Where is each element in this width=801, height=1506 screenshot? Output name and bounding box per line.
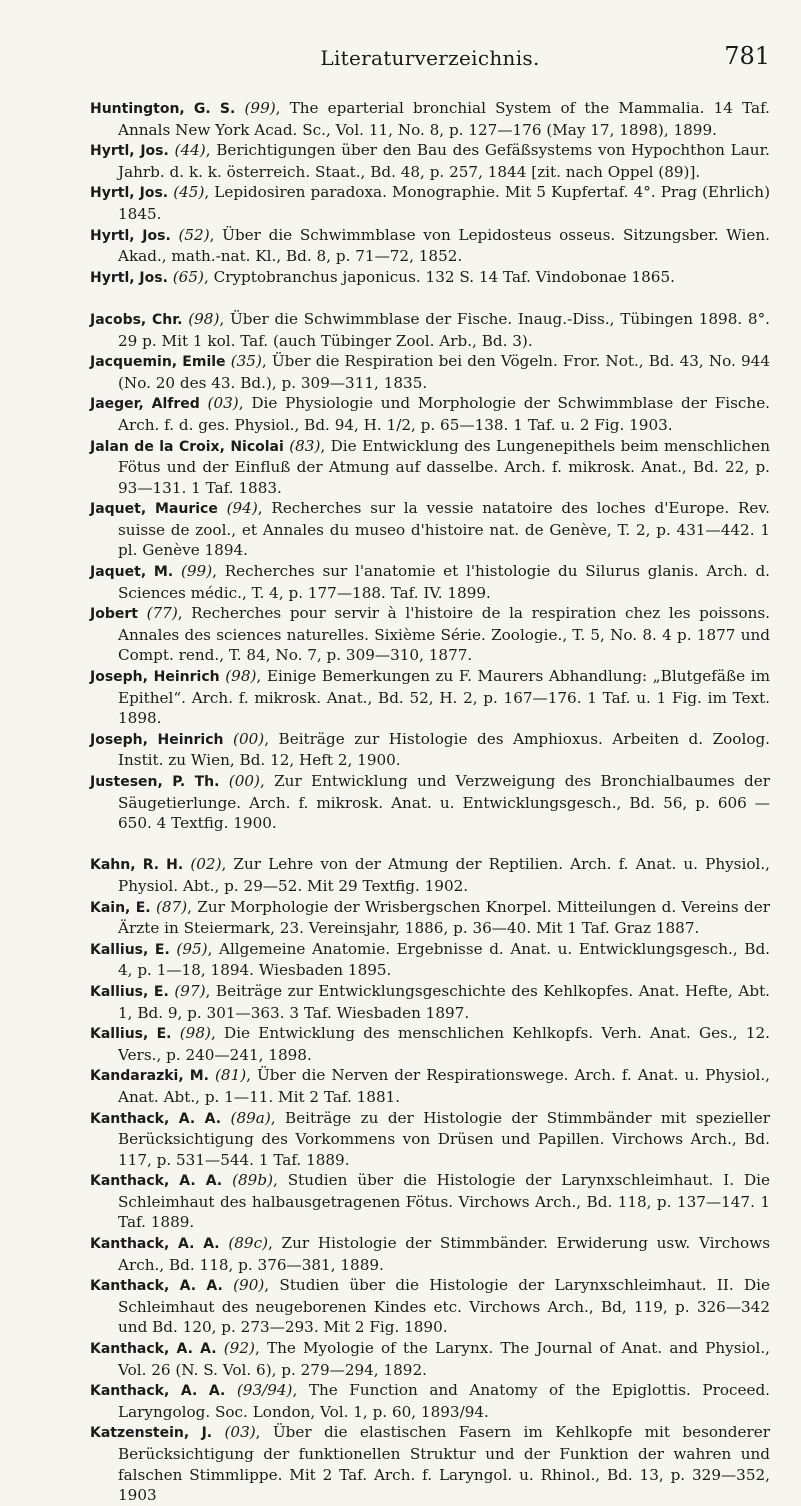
entry-year: (03) bbox=[224, 1423, 256, 1442]
entry-author: Jacquemin, Emile bbox=[90, 354, 226, 371]
entry-year: (99) bbox=[180, 562, 213, 581]
entry-author: Jacobs, Chr. bbox=[90, 311, 183, 328]
bibliography-entry bbox=[90, 182, 770, 224]
entry-author: Kallius, E. bbox=[90, 983, 169, 1000]
entry-year: (98) bbox=[179, 1024, 211, 1043]
entry-year: (93/94) bbox=[236, 1381, 293, 1400]
entry-text: , Über die Respiration bei den Vögeln. Fror. Not., Bd. 43, No. 944 (No. 20 des 43. Bd.), p. 309—311, 1835. bbox=[118, 352, 770, 392]
entry-text: , Recherches pour servir à l'histoire de la respiration chez les poissons. Annales des sciences naturelles. Sixième Série. Zoologie., T. 5, No. 8. 4 p. 1877 und Compt. rend., T. 84, No. 7, p. 309—310, 1877. bbox=[118, 604, 770, 665]
page-title: Literaturverzeichnis. bbox=[320, 46, 540, 70]
entry-year: (45) bbox=[173, 183, 205, 202]
bibliography-entry bbox=[90, 854, 770, 896]
entry-year: (00) bbox=[233, 729, 265, 748]
entry-text: , Studien über die Histologie der Larynxschleimhaut. II. Die Schleimhaut des neugeborenen Kindes etc. Virchows Arch., Bd, 119, p. 326—342 und Bd. 120, p. 273—293. Mit 2 Fig. 1890. bbox=[118, 1276, 771, 1337]
entry-year: (87) bbox=[155, 897, 188, 916]
entry-text: , Über die Nerven der Respirationswege. Arch. f. Anat. u. Physiol., Anat. Abt., p. 1—11. Mit 2 Taf. 1881. bbox=[118, 1066, 770, 1106]
entry-author: Jaquet, M. bbox=[90, 564, 174, 581]
entry-author: Jalan de la Croix, Nicolai bbox=[90, 438, 284, 455]
entry-year: (89c) bbox=[228, 1234, 269, 1253]
entry-year: (92) bbox=[223, 1339, 255, 1358]
entry-author: Jaeger, Alfred bbox=[90, 396, 200, 413]
entry-year: (44) bbox=[174, 141, 206, 160]
entry-author: Kain, E. bbox=[90, 899, 151, 916]
entry-year: (99) bbox=[244, 99, 276, 117]
entry-author: Joseph, Heinrich bbox=[90, 669, 220, 686]
entry-author: Kandarazki, M. bbox=[90, 1068, 209, 1085]
entry-text: , Die Physiologie und Morphologie der Schwimmblase der Fische. Arch. f. d. ges. Physiol., Bd. 94, H. 1/2, p. 65—138. 1 Taf. u. 2 Fig. 1903. bbox=[118, 394, 771, 434]
entry-year: (77) bbox=[146, 604, 178, 623]
bibliography-entry bbox=[90, 1275, 770, 1338]
bibliography-entry bbox=[90, 1380, 770, 1422]
entry-year: (97) bbox=[174, 981, 206, 1000]
bibliography-entry bbox=[90, 771, 770, 834]
entry-author: Jaquet, Maurice bbox=[90, 501, 218, 518]
entry-text: , Beiträge zu der Histologie der Stimmbänder mit spezieller Berücksichtigung des Vorkommens von Drüsen und Papillen. Virchows Arch., Bd. 117, p. 531—544. 1 Taf. 1889. bbox=[118, 1108, 771, 1169]
entry-text: , The Function and Anatomy of the Epiglottis. Proceed. Laryngolog. Soc. London, Vol. 1, p. 60, 1893/94. bbox=[118, 1381, 771, 1421]
entry-author: Kanthack, A. A. bbox=[90, 1173, 223, 1190]
entry-text: , Zur Lehre von der Atmung der Reptilien. Arch. f. Anat. u. Physiol., Physiol. Abt., p. 29—52. Mit 29 Textfig. 1902. bbox=[118, 855, 770, 895]
entry-author: Kanthack, A. A. bbox=[90, 1278, 223, 1295]
bibliography-entry bbox=[90, 1338, 770, 1380]
bibliography-entry bbox=[90, 498, 770, 561]
entry-year: (89a) bbox=[230, 1108, 271, 1127]
bibliography-entry bbox=[90, 939, 770, 981]
bibliography-entry bbox=[90, 351, 770, 393]
bibliography-entry bbox=[90, 1108, 770, 1171]
entry-author: Kallius, E. bbox=[90, 1026, 172, 1043]
entry-text: , Recherches sur la vessie natatoire des loches d'Europe. Rev. suisse de zool., et Annales du museo d'histoire nat. de Genève, T. 2, p. 431—442. 1 pl. Genève 1894. bbox=[118, 499, 770, 560]
entry-year: (89b) bbox=[232, 1171, 273, 1190]
bibliography-entry bbox=[90, 225, 770, 267]
bibliography-entry bbox=[90, 666, 770, 729]
entry-text: , Über die elastischen Fasern im Kehlkopfe mit besonderer Berücksichtigung der funktionellen Struktur und der Funktion der wahren und falschen Stimmlippe. Mit 2 Taf. Arch. f. Laryngol. u. Rhinol., Bd. 13, p. 329—352, 1903 bbox=[118, 1423, 771, 1505]
entry-year: (35) bbox=[230, 352, 262, 371]
entry-year: (83) bbox=[289, 436, 321, 455]
entry-author: Kanthack, A. A. bbox=[90, 1341, 217, 1358]
entry-author: Kanthack, A. A. bbox=[90, 1236, 220, 1253]
entry-text: , Allgemeine Anatomie. Ergebnisse d. Anat. u. Entwicklungsgesch., Bd. 4, p. 1—18, 1894. Wiesbaden 1895. bbox=[118, 939, 770, 980]
entry-text: , Berichtigungen über den Bau des Gefäßsystems von Hypochthon Laur. Jahrb. d. k. k. österreich. Staat., Bd. 48, p. 257, 1844 [zit. nach Oppel (89)]. bbox=[118, 141, 770, 181]
bibliography-entry bbox=[90, 981, 770, 1023]
entry-author: Katzenstein, J. bbox=[90, 1425, 213, 1442]
entry-author: Kanthack, A. A. bbox=[90, 1110, 222, 1127]
bibliography-entry bbox=[90, 309, 770, 351]
bibliography-entry bbox=[90, 1065, 770, 1107]
bibliography-entry bbox=[90, 1422, 770, 1505]
bibliography-entry bbox=[90, 603, 770, 666]
bibliography-entry bbox=[90, 98, 770, 140]
entry-text: , Über die Schwimmblase der Fische. Inaug.-Diss., Tübingen 1898. 8°. 29 p. Mit 1 kol. Taf. (auch Tübinger Zool. Arb., Bd. 3). bbox=[118, 309, 771, 350]
bibliography-entry bbox=[90, 267, 770, 289]
bibliography-list bbox=[90, 98, 770, 1506]
entry-year: (81) bbox=[214, 1066, 247, 1085]
entry-year: (65) bbox=[172, 267, 204, 286]
entry-year: (03) bbox=[207, 394, 239, 413]
entry-author: Joseph, Heinrich bbox=[90, 731, 224, 748]
bibliography-entry bbox=[90, 140, 770, 182]
entry-year: (02) bbox=[190, 855, 222, 874]
entry-text: , Zur Morphologie der Wrisbergschen Knorpel. Mitteilungen d. Vereins der Ärzte in Steiermark, 23. Vereinsjahr, 1886, p. 36—40. Mit 1 Taf. Graz 1887. bbox=[118, 897, 771, 938]
entry-year: (90) bbox=[233, 1276, 265, 1295]
entry-year: (00) bbox=[228, 772, 260, 790]
bibliography-entry bbox=[90, 1170, 770, 1233]
entry-author: Justesen, P. Th. bbox=[90, 774, 220, 790]
entry-author: Hyrtl, Jos. bbox=[90, 185, 169, 202]
entry-year: (98) bbox=[225, 667, 257, 686]
entry-year: (52) bbox=[178, 225, 210, 244]
entry-year: (94) bbox=[226, 499, 258, 518]
entry-text: , Studien über die Histologie der Larynxschleimhaut. I. Die Schleimhaut des halbausgetragenen Fötus. Virchows Arch., Bd. 118, p. 137—147. 1 Taf. 1889. bbox=[118, 1171, 771, 1232]
entry-text: , Cryptobranchus japonicus. 132 S. 14 Taf. Vindobonae 1865. bbox=[203, 267, 675, 286]
running-head bbox=[90, 40, 770, 80]
bibliography-entry bbox=[90, 393, 770, 435]
entry-text: , Lepidosiren paradoxa. Monographie. Mit 5 Kupfertaf. 4°. Prag (Ehrlich) 1845. bbox=[118, 183, 770, 223]
entry-author: Kanthack, A. A. bbox=[90, 1383, 226, 1400]
entry-text: , The Myologie of the Larynx. The Journal of Anat. and Physiol., Vol. 26 (N. S. Vol. 6), p. 279—294, 1892. bbox=[118, 1339, 771, 1379]
entry-text: , Recherches sur l'anatomie et l'histologie du Silurus glanis. Arch. d. Sciences médic., T. 4, p. 177—188. Taf. IV. 1899. bbox=[118, 562, 770, 602]
entry-text: , Die Entwicklung des Lungenepithels beim menschlichen Fötus und der Einfluß der Atmung auf dasselbe. Arch. f. mikrosk. Anat., Bd. 22, p. 93—131. 1 Taf. 1883. bbox=[118, 436, 770, 497]
entry-author: Kahn, R. H. bbox=[90, 857, 184, 874]
entry-author: Hyrtl, Jos. bbox=[90, 143, 169, 160]
entry-text: , Beiträge zur Entwicklungsgeschichte des Kehlkopfes. Anat. Hefte, Abt. 1, Bd. 9, p. 301—363. 3 Taf. Wiesbaden 1897. bbox=[118, 981, 770, 1022]
entry-text: , Zur Entwicklung und Verzweigung des Bronchialbaumes der Säugetierlunge. Arch. f. mikrosk. Anat. u. Entwicklungsgesch., Bd. 56, p. 606 — 650. 4 Textfig. 1900. bbox=[118, 772, 770, 833]
bibliography-entry bbox=[90, 729, 770, 771]
entry-text: , Zur Histologie der Stimmbänder. Erwiderung usw. Virchows Arch., Bd. 118, p. 376—381, 1889. bbox=[118, 1234, 770, 1274]
page-number: 781 bbox=[724, 42, 770, 70]
entry-author: Kallius, E. bbox=[90, 941, 170, 958]
bibliography-entry bbox=[90, 897, 770, 939]
bibliography-entry bbox=[90, 561, 770, 603]
entry-text: , Über die Schwimmblase von Lepidosteus osseus. Sitzungsber. Wien. Akad., math.-nat. Kl., Bd. 8, p. 71—72, 1852. bbox=[118, 225, 770, 266]
entry-author: Jobert bbox=[90, 606, 138, 623]
bibliography-entry bbox=[90, 436, 770, 499]
entry-year: (95) bbox=[176, 939, 208, 958]
entry-text: , Beiträge zur Histologie des Amphioxus. Arbeiten d. Zoolog. Instit. zu Wien, Bd. 12, Heft 2, 1900. bbox=[118, 729, 771, 770]
entry-text: , The eparterial bronchial System of the Mammalia. 14 Taf. Annals New York Acad. Sc., Vol. 11, No. 8, p. 127—176 (May 17, 1898), 1899. bbox=[118, 99, 771, 139]
entry-author: Hyrtl, Jos. bbox=[90, 269, 168, 286]
entry-year: (98) bbox=[188, 309, 220, 328]
entry-author: Huntington, G. S. bbox=[90, 101, 236, 117]
entry-author: Hyrtl, Jos. bbox=[90, 227, 171, 244]
entry-text: , Einige Bemerkungen zu F. Maurers Abhandlung: „Blutgefäße im Epithel“. Arch. f. mikrosk. Anat., Bd. 52, H. 2, p. 167—176. 1 Taf. u. 1 Fig. im Text. 1898. bbox=[118, 667, 770, 728]
bibliography-entry bbox=[90, 1023, 770, 1065]
entry-text: , Die Entwicklung des menschlichen Kehlkopfs. Verh. Anat. Ges., 12. Vers., p. 240—241, 1898. bbox=[118, 1024, 770, 1064]
bibliography-entry bbox=[90, 1233, 770, 1275]
